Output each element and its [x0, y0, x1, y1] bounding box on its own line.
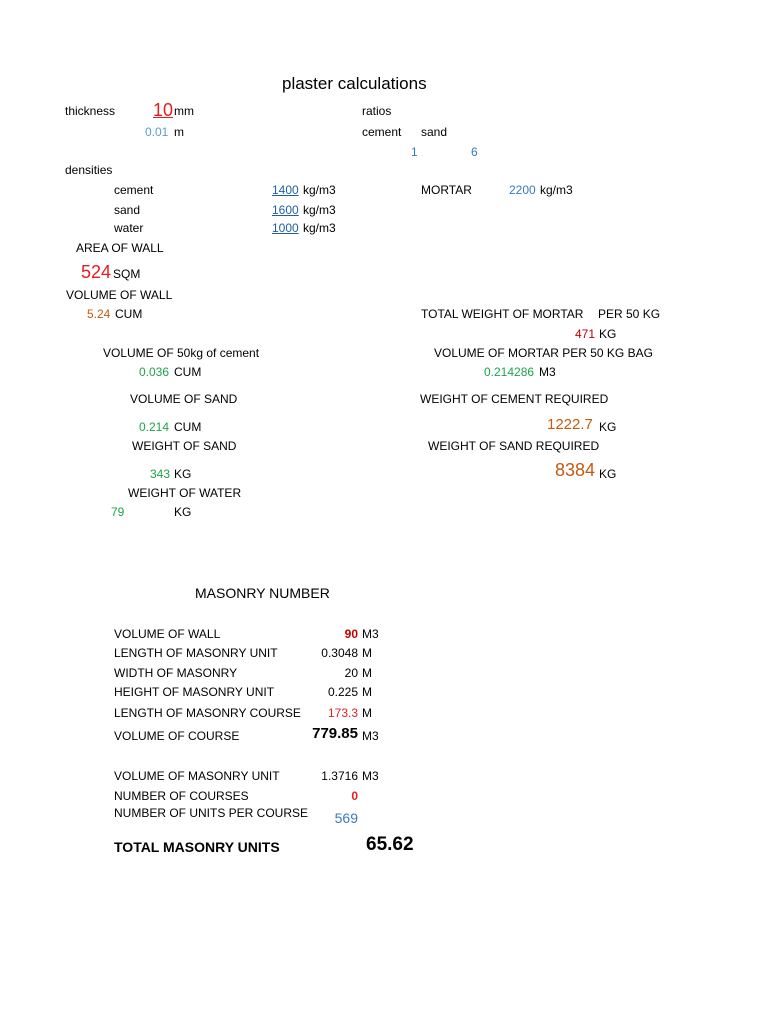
thickness-mm-value[interactable]: 10 — [153, 100, 174, 120]
density-cement-unit: kg/m3 — [303, 183, 336, 197]
total-masonry-units-label: TOTAL MASONRY UNITS — [114, 839, 280, 855]
volume-of-wall-unit: CUM — [115, 307, 143, 321]
masonry-row-value: 0.225 — [327, 685, 358, 699]
masonry-row-unit: M — [362, 685, 372, 699]
ratio-cement-label: cement — [362, 125, 402, 139]
masonry-row-label: NUMBER OF UNITS PER COURSE — [114, 806, 309, 820]
masonry-row-value[interactable]: 90 — [344, 627, 358, 641]
masonry-row-value: 20 — [344, 666, 358, 680]
density-cement-label: cement — [114, 183, 154, 197]
mortar-label: MORTAR — [421, 183, 472, 197]
density-sand-label: sand — [114, 203, 141, 217]
density-sand-unit: kg/m3 — [303, 203, 336, 217]
area-of-wall-label: AREA OF WALL — [76, 241, 164, 255]
masonry-row-unit: M3 — [362, 769, 379, 783]
total-mortar-label: TOTAL WEIGHT OF MORTAR — [421, 307, 584, 321]
masonry-row-unit: M — [362, 646, 372, 660]
volume-cement-unit: CUM — [174, 365, 202, 379]
masonry-row-unit: M — [362, 706, 372, 720]
volume-mortar-value: 0.214286 — [484, 365, 535, 379]
cement-required-unit: KG — [599, 420, 617, 434]
weight-water-value: 79 — [111, 505, 125, 519]
volume-of-wall-label: VOLUME OF WALL — [66, 288, 173, 302]
masonry-row-unit: M3 — [362, 729, 379, 743]
thickness-m-value: 0.01 — [145, 125, 169, 139]
masonry-row-value: 0.3048 — [321, 646, 358, 660]
masonry-row-label: LENGTH OF MASONRY UNIT — [114, 646, 278, 660]
masonry-row-label: VOLUME OF MASONRY UNIT — [114, 769, 280, 783]
total-mortar-unit: KG — [599, 327, 617, 341]
masonry-row-value: 173.3 — [327, 706, 358, 720]
masonry-row-value: 569 — [334, 810, 358, 826]
density-sand-value[interactable]: 1600 — [272, 203, 299, 217]
volume-cement-value: 0.036 — [139, 365, 170, 379]
volume-sand-value: 0.214 — [139, 420, 170, 434]
masonry-row-value: 779.85 — [312, 725, 358, 742]
per-50kg-label: PER 50 KG — [598, 307, 661, 321]
mortar-density-unit: kg/m3 — [540, 183, 573, 197]
volume-mortar-label: VOLUME OF MORTAR PER 50 KG BAG — [434, 346, 653, 360]
volume-sand-unit: CUM — [174, 420, 202, 434]
density-water-label: water — [114, 221, 144, 235]
sand-required-value: 8384 — [555, 460, 596, 480]
total-mortar-value: 471 — [575, 327, 596, 341]
ratios-label: ratios — [362, 104, 392, 118]
masonry-row-label: LENGTH OF MASONRY COURSE — [114, 706, 301, 720]
masonry-row-unit: M3 — [362, 627, 379, 641]
cement-required-value: 1222.7 — [547, 416, 593, 433]
volume-cement-label: VOLUME OF 50kg of cement — [103, 346, 260, 360]
masonry-row-label: WIDTH OF MASONRY — [114, 666, 238, 680]
ratio-cement-value[interactable]: 1 — [411, 145, 418, 159]
sand-required-label: WEIGHT OF SAND REQUIRED — [428, 439, 600, 453]
m-unit: m — [174, 125, 184, 139]
masonry-row-unit: M — [362, 666, 372, 680]
ratio-sand-value[interactable]: 6 — [471, 145, 478, 159]
density-cement-value[interactable]: 1400 — [272, 183, 299, 197]
thickness-label: thickness — [65, 104, 115, 118]
total-masonry-units-value: 65.62 — [366, 834, 414, 855]
weight-sand-label: WEIGHT OF SAND — [132, 439, 237, 453]
masonry-row-label: NUMBER OF COURSES — [114, 789, 249, 803]
masonry-row-label: VOLUME OF WALL — [114, 627, 221, 641]
volume-mortar-unit: M3 — [539, 365, 556, 379]
sand-required-unit: KG — [599, 467, 617, 481]
ratio-sand-label: sand — [421, 125, 448, 139]
density-water-unit: kg/m3 — [303, 221, 336, 235]
density-water-value[interactable]: 1000 — [272, 221, 299, 235]
weight-sand-value: 343 — [150, 467, 171, 481]
masonry-row-label: HEIGHT OF MASONRY UNIT — [114, 685, 275, 699]
weight-water-label: WEIGHT OF WATER — [128, 486, 242, 500]
area-of-wall-value[interactable]: 524 — [81, 262, 112, 282]
masonry-section-title: MASONRY NUMBER — [195, 585, 330, 601]
volume-sand-label: VOLUME OF SAND — [130, 392, 238, 406]
weight-sand-unit: KG — [174, 467, 192, 481]
cement-required-label: WEIGHT OF CEMENT REQUIRED — [420, 392, 609, 406]
page-title: plaster calculations — [282, 74, 427, 93]
densities-label: densities — [65, 163, 113, 177]
mortar-density-value[interactable]: 2200 — [509, 183, 536, 197]
mm-unit: mm — [174, 104, 194, 118]
masonry-row-value: 1.3716 — [321, 769, 358, 783]
weight-water-unit: KG — [174, 505, 192, 519]
area-unit: SQM — [113, 267, 141, 281]
masonry-row-label: VOLUME OF COURSE — [114, 729, 240, 743]
volume-of-wall-value: 5.24 — [87, 307, 111, 321]
masonry-row-value: 0 — [351, 789, 358, 803]
